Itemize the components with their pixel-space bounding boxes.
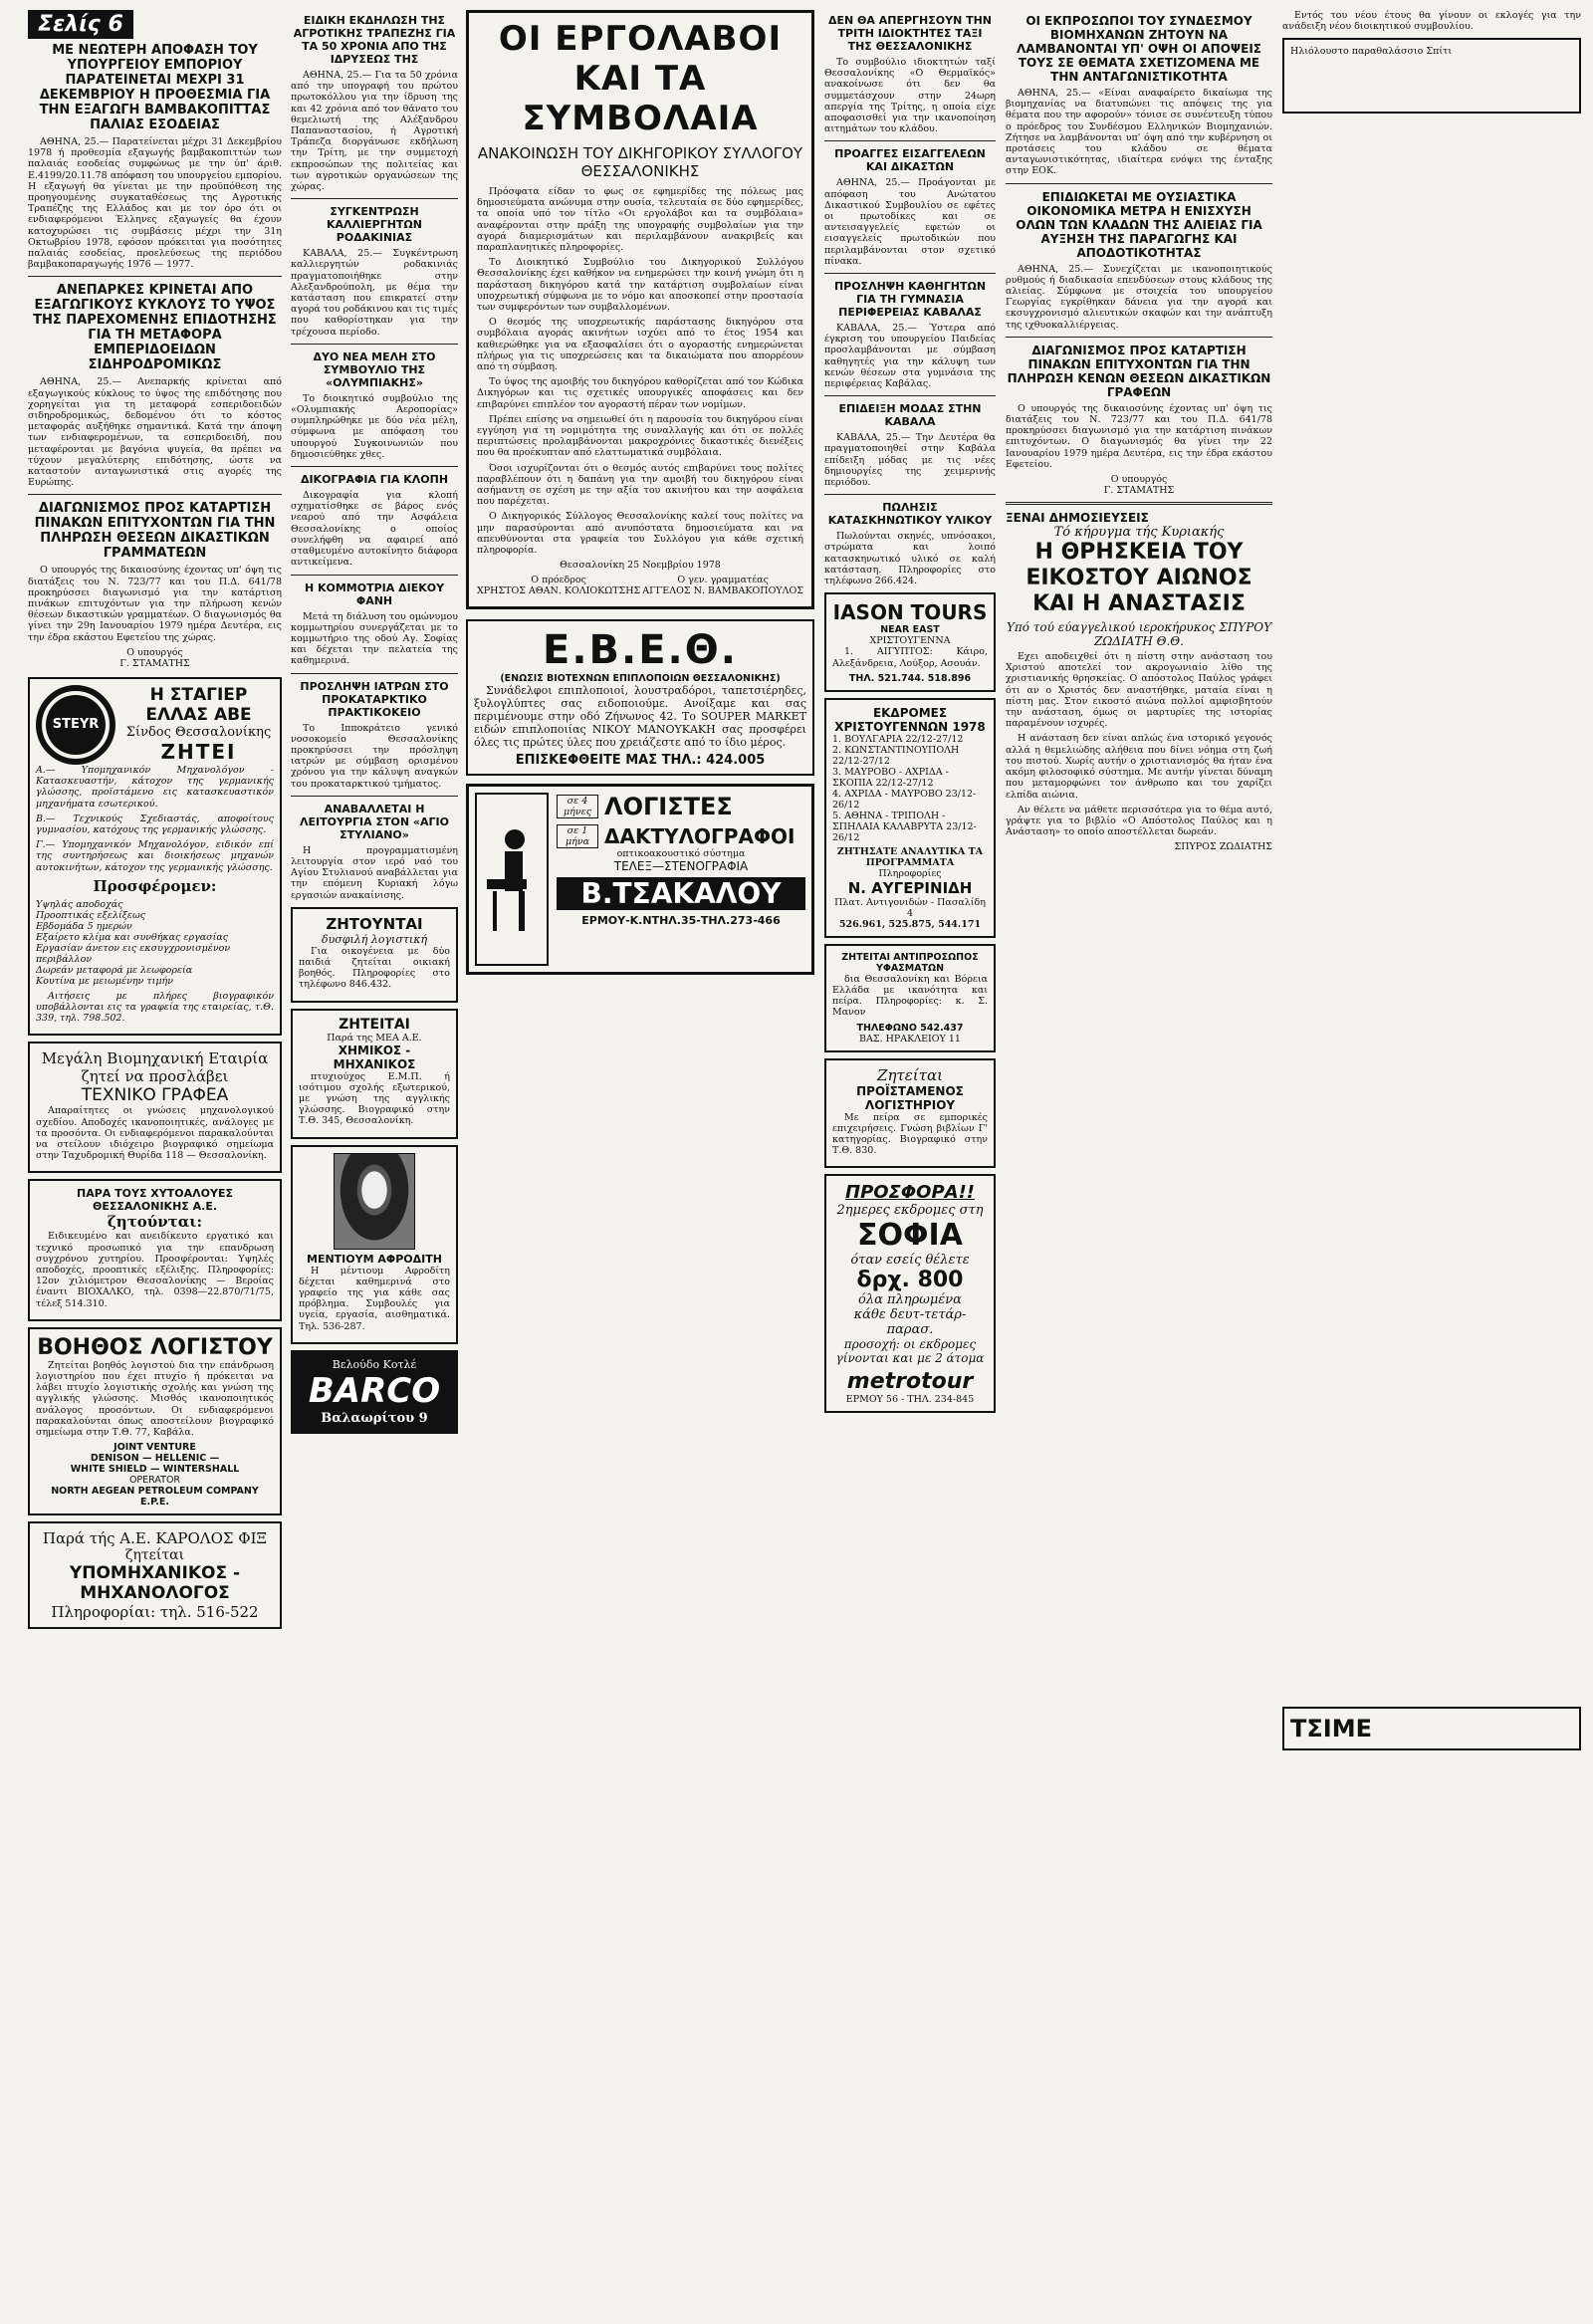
typist-icon [475,793,549,966]
column-3 [466,10,814,975]
ad-title: ΒΟΗΘΟΣ ΛΟΓΙΣΤΟΥ [37,1334,273,1360]
ad-text: ΤΣΙΜΕ [1290,1715,1372,1743]
paragraph: Η ανάσταση δεν είναι απλώς ένα ιστορικό γεγονός αλλά η θεμελιώδης αλήθεια που δίνει νόημα στη ζωή του πιστού. Χωρίς αυτήν ο χριστιανισμός θα ήταν ένα ακόμη φιλοσοφικό σύστημα. Με αυτήν γίνεται δύναμη που μεταμορφώνει τον άνθρωπο και του χαρίζει ελπίδα αιώνια. [1006,733,1272,801]
job-item-3: Γ.— Υπομηχανικόν Μηχανολόγον, ειδικόν επί της συντηρήσεως και διοικήσεως μηχανών αυτοκινήτων, κάτοχον της γερμανικής γλώσσης. [36,839,274,873]
headline-agrotiki: ΕΙΔΙΚΗ ΕΚΔΗΛΩΣΗ ΤΗΣ ΑΓΡΟΤΙΚΗΣ ΤΡΑΠΕΖΗΣ ΓΙΑ ΤΑ 50 ΧΡΟΝΙΑ ΑΠΟ ΤΗΣ ΙΔΡΥΣΕΩΣ ΤΗΣ [293,14,456,66]
headline-fishery: ΕΠΙΔΙΩΚΕΤΑΙ ΜΕ ΟΥΣΙΑΣΤΙΚΑ ΟΙΚΟΝΟΜΙΚΑ ΜΕΤΡΑ Η ΕΝΙΣΧΥΣΗ ΟΛΩΝ ΤΩΝ ΚΛΑΔΩΝ ΤΗΣ ΑΛΙΕΙΑΣ ΓΙΑ ΑΥΞΗΣΗ ΤΗΣ ΠΑΡΑΓΩΓΗΣ ΚΑΙ ΑΠΟΔΟΤΙΚΟΤΗΤΑΣ [1016,189,1262,260]
trip-item: 2. ΚΩΝΣΤΑΝΤΙΝΟΥΠΟΛΗ 22/12-27/12 [832,744,960,767]
ad-yfasmaton [824,944,996,1052]
brand-logo: metrotour [846,1369,974,1395]
ad-fragment-mid [1282,1707,1581,1750]
headline-promotions: ΠΡΟΑΓΓΕΣ ΕΙΣΑΓΓΕΛΕΩΝ ΚΑΙ ΔΙΚΑΣΤΩΝ [834,147,986,174]
headline-kommotria: Η ΚΟΜΜΟΤΡΙΑ ΔΙΕΚΟΥ ΦΑΝΗ [304,581,445,607]
article-teachers: ΚΑΒΑΛΑ, 25.— Ύστερα από έγκριση του υπουργείου Παιδείας προσλαμβάνονται με σύμβαση καθηγητές για την κάλυψη των κενών θέσεων στα γυμνάσια της περιφέρειας Καβάλας. [824,323,996,390]
course-name: ΔΑΚΤΥΛΟΓΡΑΦΟΙ [604,824,796,849]
job-item-1: Α.— Υπομηχανικόν Μηχανολόγον - Κατασκευαστήν, κάτοχον της γερμανικής γλώσσης, προϊστάμενο εις κατασκευαστικόν μηχανήματα εσωτερικού. [36,764,274,810]
trip-item: 3. ΜΑΥΡΟΒΟ - ΑΧΡΙΔΑ - ΣΚΟΠΙΑ 22/12-27/12 [832,766,949,789]
headline-iatroi: ΠΡΟΣΛΗΨΗ ΙΑΤΡΩΝ ΣΤΟ ΠΡΟΚΑΤΑΡΚΤΙΚΟ ΠΡΑΚΤΙΚΟΚΕΙΟ [300,679,449,719]
ad-fragment-top [1282,38,1581,114]
sermon-headline: Η ΘΡΗΣΚΕΙΑ ΤΟΥ ΕΙΚΟΣΤΟΥ ΑΙΩΝΟΣ ΚΑΙ Η ΑΝΑΣΤΑΣΙΣ [1025,540,1252,617]
ad-line: ζητούνται: [107,1213,203,1232]
job-item-2: Β.— Τεχνικούς Σχεδιαστάς, αποφοίτους γυμνασίου, κατόχους της γερμανικής γλώσσης. [36,813,274,835]
ad-body: Η μέντιουμ Αφροδίτη δέχεται καθημερινά στο γραφείο της για κάθε σας πρόβλημα. Συμβουλές για υγεία, εργασία, αισθηματικά. Τηλ. 536-287. [299,1265,450,1332]
trip-item: 4. ΑΧΡΙΔΑ - ΜΑΥΡΟΒΟ 23/12-26/12 [832,788,977,811]
ad-role: ΠΡΟΪΣΤΑΜΕΝΟΣ ΛΟΓΙΣΤΗΡΙΟΥ [856,1083,964,1112]
ad-evee [466,619,814,776]
article-promotions: ΑΘΗΝΑ, 25.— Προάγονται με απόφαση του Ανώτατου Δικαστικού Συμβουλίου σε εφέτες οι πρωτοδίκες και σε αντεισαγγελείς εφετών οι εισαγγελείς πρωτοδικών που περιλαμβάνονται στον σχετικό πίνακα. [824,177,996,267]
ad-sub: Παρά της ΜΕΑ Α.Ε. [327,1032,422,1044]
ad-line: Μεγάλη Βιομηχανική Εταιρία [41,1049,269,1068]
signature-role: Ο υπουργός [1110,474,1168,486]
sermon-author: ΣΠΥΡΟΣ ΖΩΔΙΑΤΗΣ [1174,841,1272,853]
ad-phone: ΤΗΛΕΦΩΝΟ 542.437 [856,1022,964,1034]
headline-court-offices: ΔΙΑΓΩΝΙΣΜΟΣ ΠΡΟΣ ΚΑΤΑΡΤΙΣΗ ΠΙΝΑΚΩΝ ΕΠΙΤΥΧΟΝΤΩΝ ΓΙΑ ΤΗΝ ΠΛΗΡΩΣΗ ΚΕΝΩΝ ΘΕΣΕΩΝ ΔΙΚΑΣΤΙΚΩΝ ΓΡΑΦΕΩΝ [1007,343,1271,399]
school-address: ΕΡΜΟΥ-Κ.ΝΤΗΛ.35-ΤΗΛ.273-466 [581,914,781,928]
ad-body: δια Θεσσαλονίκη και Βόρεια Ελλάδα με ικανότητα και πείρα. Πληροφορίες: κ. Σ. Μανον [832,973,988,1019]
paragraph: Ο Δικηγορικός Σύλλογος Θεσσαλονίκης καλεί τους πολίτες να μην παρασύρονται από ανυπόστατα δημοσιεύματα και να απευθύνονται στα γραφεία του Συλλόγου για κάθε σχετική πληροφορία. [477,511,803,557]
ad-top: ΠΡΟΣΦΟΡΑ!! [845,1182,975,1204]
ad-line: ΠΑΡΑ ΤΟΥΣ ΧΥΤΟΑΛΟΥΕΣ ΘΕΣΣΑΛΟΝΙΚΗΣ Α.Ε. [77,1187,233,1214]
paragraph: Πρέπει επίσης να σημειωθεί ότι η παρουσία του δικηγόρου είναι εγγύηση για τη νομιμότητα της συναλλαγής και ότι σε πολλές περιπτώσεις προλαμβάνονται μακροχρόνιες δικαστικές διενέξεις που θα προέκυπταν από ελαττωματικά συμβόλαια. [477,413,803,459]
signature-name: Γ. ΣΤΑΜΑΤΗΣ [1103,485,1175,497]
ad-phone: ΤΗΛ. 521.744. 518.896 [848,672,972,684]
agency-name: Ν. ΑΥΓΕΡΙΝΙΔΗ [847,878,973,897]
paragraph: Αν θέλετε να μάθετε περισσότερα για το θέμα αυτό, γράψτε για το βιβλίο «Ο Απόστολος Παύλος και η Ανάσταση» το οποίο αποστέλλεται δωρεάν. [1006,804,1272,838]
paragraph: Εχει αποδειχθεί ότι η πίστη στην ανάσταση του Χριστού αποτελεί τον ακρογωνιαίο λίθο της χριστιανικής θρησκείας. Ο απόστολος Παύλος γράφει ότι αν ο Χριστός δεν αναστήθηκε, ματαία είναι η πίστη μας. Στον εικοστό αιώνα πολλοί αμφισβητούν την ανάσταση, όμως οι μαρτυρίες της ιστορίας παραμένουν ισχυρές. [1006,651,1272,730]
lawyers-announcement [466,10,814,609]
sig-role: Ο γεν. γραμματέας [677,575,769,586]
ad-title: ΖΗΤΕΙΤΑΙ ΑΝΤΙΠΡΟΣΩΠΟΣ ΥΦΑΣΜΑΤΩΝ [841,951,979,974]
article-agrotiki: ΑΘΗΝΑ, 25.— Για τα 50 χρόνια από την υπογραφή του πρώτου πρωτοκόλλου για την ίδρυση της και 42 χρόνια από τον θάνατο του θεμελιωτή της Αλέξανδρου Παπαναστασίου, ή Αγροτική Τράπεζα διοργάνωσε εκδήλωση την Τρίτη, με την συμμετοχή εκπροσώπων της πολιτείας και των αγροτικών οργανώσεων της χώρας. [291,70,458,193]
headline-citrus-rail: ΑΝΕΠΑΡΚΕΣ ΚΡΙΝΕΤΑΙ ΑΠΟ ΕΞΑΓΩΓΙΚΟΥΣ ΚΥΚΛΟΥΣ ΤΟ ΥΨΟΣ ΤΗΣ ΠΑΡΕΧΟΜΕΝΗΣ ΕΠΙΔΟΤΗΣΗΣ ΓΙΑ ΤΗ ΜΕΤΑΦΟΡΑ ΕΜΠΕΡΙΔΟΕΙΔΩΝ ΣΙΔΗΡΟΔΡΟΜΙΚΩΣ [33,283,277,373]
announcement-date: Θεσσαλονίκη 25 Νοεμβρίου 1978 [560,560,721,572]
offer-title: Προσφέρομεν: [93,876,217,895]
steyr-logo-icon [36,685,115,765]
logo-text: STEYR [52,717,100,733]
sig-role: Ο πρόεδρος [531,575,586,586]
ad-note: όλα πληρωμένα [858,1292,962,1308]
offer-item: Κουτίνα με μειωμένην τιμήν [36,975,173,987]
ad-line: ζητεί να προσλάβει [81,1067,229,1086]
signature-role: Ο υπουργός [126,646,183,658]
zitei-label: ΖΗΤΕΙ [160,740,237,765]
ad-line: ζητείται [124,1547,185,1564]
sig-name: ΧΡΗΣΤΟΣ ΑΘΑΝ. ΚΟΛΙΟΚΩΤΣΗΣ [477,585,641,597]
brand-logo: BARCO [308,1370,441,1411]
ad-logistirio [824,1058,996,1169]
ad-iason-tours [824,592,996,691]
ad-ekdromes [824,698,996,938]
column-1 [28,10,282,1635]
company-line: WHITE SHIELD — WINTERSHALL [70,1464,240,1476]
article-leitourgia: Η προγραμματισμένη λειτουργία στον ιερό ναό του Αγίου Στυλιανού αναβάλλεται για την επόμενη Κυριακή λόγω εργασιών ανακαίνισης. [291,844,458,901]
ad-body: Ειδικευμένο και ανειδίκευτο εργατικό και τεχνικό προσωπικό για την επανδρωση συγχρόνου χυτηρίου. Προσφέρονται: Υψηλές αποδοχές, προοπτικές εξέλιξης. Πληροφορίες: 12ον χιλιόμετρον Θεσσαλονίκης — Βεροίας έναντι ΒΙΟΧΑΛΚΟ, τηλ. 0398—22.870/71/75, τέλεξ 514.310. [36,1231,274,1309]
offer-list [36,899,274,987]
headline-taxi: ΔΕΝ ΘΑ ΑΠΕΡΓΗΣΟΥΝ ΤΗΝ ΤΡΙΤΗ ΙΔΙΟΚΤΗΤΕΣ ΤΑΞΙ ΤΗΣ ΘΕΣΣΑΛΟΝΙΚΗΣ [827,14,993,53]
ad-footer: ΕΡΜΟΥ 56 - ΤΗΛ. 234-845 [845,1394,975,1406]
course-name: ΛΟΓΙΣΤΕΣ [604,793,733,821]
portrait-photo [334,1153,415,1250]
ad-role: ΧΗΜΙΚΟΣ - ΜΗΧΑΝΙΚΟΣ [333,1043,416,1071]
school-name: Β.ΤΣΑΚΑΛΟΥ [557,877,805,910]
article-rodakinia: ΚΑΒΑΛΑ, 25.— Συγκέντρωση καλλιεργητών ροδακινιάς πραγματοποιήθηκε στην Αλεξανδρούπολη, με θέμα την κατάσταση που επικρατεί στην αγορά του ροδάκινου και τις τιμές που καθορίστηκαν για την τρέχουσα περίοδο. [291,248,458,338]
ad-price: δρχ. 800 [856,1268,964,1293]
offer-item: Δωρεάν μεταφορά με λεωφορεία [36,964,193,976]
column-4 [824,10,996,1419]
ad-sub: NEAR EAST [880,624,940,636]
article-court-clerks: Ο υπουργός της δικαιοσύνης έχοντας υπ' όψη τις διατάξεις του Ν. 723/77 και του Π.Δ. 641/78 προκηρύσσει διαγωνισμό για την κατάρτιση πινάκων επιτυχόντων για την πλήρωση κενών θέσεων δικαστικών γραμματέων. Ο διαγωνισμός θα γίνει την 29η Ιανουαρίου 1979 ημέρα Δευτέρα, εις την έδρα εκάστου Εφετείου της χώρας. [28,565,282,643]
trip-item: 1. ΒΟΥΛΓΑΡΙΑ 22/12-27/12 [832,733,964,745]
offer-item: Εργασίαν άνετον εις εκσυγχρονισμένον περιβάλλον [36,942,231,965]
ad-title: Ζητείται [877,1065,943,1084]
ad-phone: Πληροφορίαι: τηλ. 516-522 [51,1603,259,1622]
ad-address: ΒΑΣ. ΗΡΑΚΛΕΙΟΥ 11 [859,1033,961,1045]
ad-boithos-logistou [28,1327,282,1515]
paragraph: Το Διοικητικό Συμβούλιο του Δικηγορικού Συλλόγου Θεσσαλονίκης έχει καθήκον να ενημερώσει την κοινή γνώμη ότι η παράσταση δικηγόρου κατά την κατάρτιση συμβολαίων είναι υποχρεωτική σύμφωνα με το νόμο και αποσκοπεί στην προστασία των συμφερόντων των συμβαλλομένων. [477,257,803,314]
sermon-byline: Υπό τού εύαγγελικού ιεροκήρυκος ΣΠΥΡΟΥ ΖΩΔΙΑΤΗ Θ.Θ. [1006,620,1272,649]
offer-item: Υψηλάς αποδοχάς [36,898,123,910]
ad-sub: (ΕΝΩΣΙΣ ΒΙΟΤΕΧΝΩΝ ΕΠΙΠΛΟΠΟΙΩΝ ΘΕΣΣΑΛΟΝΙΚΗΣ) [500,673,781,685]
ad-sofia [824,1174,996,1413]
article-court-offices: Ο υπουργός της δικαιοσύνης έχοντας υπ' όψη τις διατάξεις του Ν. 723/77 και του Π.Δ. 641/78 προκηρύσσει διαγωνισμό για την κατάρτιση πινάκων επιτυχόντων. Ο διαγωνισμός θα γίνει την 22 Ιανουαρίου 1979 ημέρα Δευτέρα, εις την έδρα εκάστου Εφετείου. [1006,402,1272,470]
ad-body: πτυχιούχος Ε.Μ.Π. ή ισότιμου σχολής εξωτερικού, με γνώση της αγγλικής γλώσσης. Βιογραφικό στην Τ.Θ. 345, Θεσσαλονίκη. [299,1070,450,1127]
column-6 [1282,10,1581,1750]
headline-leitourgia: ΑΝΑΒΑΛΛΕΤΑΙ Η ΛΕΙΤΟΥΡΓΙΑ ΣΤΟΝ «ΑΓΙΟ ΣΤΥΛΙΑΝΟ» [300,802,449,841]
ad-when: όταν εσείς θέλετε [850,1253,970,1269]
ad-xytoaloyes [28,1179,282,1320]
ad-xhmikos [291,1009,458,1139]
headline-camping: ΠΩΛΗΣΙΣ ΚΑΤΑΣΚΗΝΩΤΙΚΟΥ ΥΛΙΚΟΥ [827,501,993,528]
offer-item: Εξαίρετο κλίμα και συνθήκας εργασίας [36,931,229,943]
sermon-sub: Τό κήρυγμα τής Κυριακής [1053,525,1225,541]
ad-text: Ηλιόλουστο παραθαλάσσιο Σπίτι [1290,46,1453,58]
article-iatroi: Το Ιπποκράτειο γενικό νοσοκομείο Θεσσαλονίκης προκηρύσσει την πρόσληψη ιατρών με σύμβαση ορισμένου χρόνου για την κάλυψη αναγκών του προκαταρκτικού τμήματος. [291,722,458,790]
ad-name: ΜΕΝΤΙΟΥΜ ΑΦΡΟΔΙΤΗ [307,1252,442,1266]
article-industrialists: ΑΘΗΝΑ, 25.— «Είναι αναφαίρετο δικαίωμα της βιομηχανίας να διατυπώνει τις απόψεις της για θέματα που την αφορούν» τόνισε σε συνέντευξη τύπου ο πρόεδρος του Συνδέσμου Ελληνικών Βιομηχανιών. Ζήτησε να λαμβάνονται υπ' όψη από την κυβέρνηση οι προτάσεις του κλάδου σε θέματα ανταγωνιστικότητας, ιδιαίτερα ενόψει της ένταξης στην ΕΟΚ. [1006,88,1272,177]
agency-phone: 526.961, 525.875, 544.171 [838,918,982,930]
ad-title: IASON TOURS [832,600,988,625]
banner-headline: ΟΙ ΕΡΓΟΛΑΒΟΙ ΚΑΙ ΤΑ ΣΥΜΒΟΛΑΙΑ [498,19,783,138]
company-line: JOINT VENTURE [114,1442,196,1454]
company-name: Η ΣΤΑΓΙΕΡ ΕΛΛΑΣ ΑΒΕ [145,685,252,726]
course-duration: σε 1 μήνα [557,824,598,848]
ad-body: Για οικογένεια με δύο παιδιά ζητείται οικιακή βοηθός. Πληροφορίες στο τηλέφωνο 846.432. [299,945,450,991]
ad-att: προσοχή: οι εκδρομες γίνονται και με 2 άτομα [835,1337,985,1366]
ad-address: Βαλαωρίτου 9 [321,1410,428,1426]
headline-olympiaki: ΔΥΟ ΝΕΑ ΜΕΛΗ ΣΤΟ ΣΥΜΒΟΥΛΙΟ ΤΗΣ «ΟΛΥΜΠΙΑΚΗΣ» [313,349,436,389]
ad-phone: ΕΠΙΣΚΕΦΘΕΙΤΕ ΜΑΣ ΤΗΛ.: 424.005 [515,753,766,769]
ad-role: ΥΠΟΜΗΧΑΝΙΚΟΣ - ΜΗΧΑΝΟΛΟΓΟΣ [69,1563,241,1604]
company-line: NORTH AEGEAN PETROLEUM COMPANY E.P.E. [51,1486,259,1509]
headline-court-clerks: ΔΙΑΓΩΝΙΣΜΟΣ ΠΡΟΣ ΚΑΤΑΡΤΙΣΗ ΠΙΝΑΚΩΝ ΕΠΙΤΥΧΟΝΤΩΝ ΓΙΑ ΤΗΝ ΠΛΗΡΩΣΗ ΘΕΣΕΩΝ ΔΙΚΑΣΤΙΚΩΝ ΓΡΑΜΜΑΤΕΩΝ [34,501,276,562]
ad-body: Απαραίτητες οι γνώσεις μηχανολογικού σχεδίου. Αποδοχές ικανοποιητικές, ανάλογες με τα προσόντα. Οι ενδιαφερόμενοι παρακαλούνται να στείλουν ιδιόχειρο βιογραφικό σημείωμα στην Ταχυδρομική Θυρίδα 118 — Θεσσαλονίκη. [36,1105,274,1162]
ad-mention [291,1145,458,1344]
ad-body: 1. ΑΙΓΥΠΤΟΣ: Κάιρο, Αλεξάνδρεια, Λούξορ, Ασουάν. [832,646,988,669]
article-fishery: ΑΘΗΝΑ, 25.— Συνεχίζεται με ικανοποιητικούς ρυθμούς ή διαδικασία επενδύσεων στους κλάδους της αλιείας. Σύμφωνα με στοιχεία του υπουργείου Γεωργίας εγκρίθηκαν δάνεια για την αγορά και εκσυγχρονισμό αλιευτικών σκαφών και την ανάπτυξη της ιχθυοκαλλιέργειας. [1006,263,1272,331]
article-fragment: Εντός του νέου έτους θα γίνουν οι εκλογές για την ανάδειξη νέου διοικητικού συμβουλίου. [1282,10,1581,33]
paragraph: Το ύψος της αμοιβής του δικηγόρου καθορίζεται από τον Κώδικα Δικηγόρων και τις σχετικές υπουργικές αποφάσεις και δεν επιβαρύνει επιπλέον τον αγοραστή πέραν των νομίμων. [477,376,803,410]
ad-title: ΖΗΤΕΙΤΑΙ [339,1016,410,1033]
section-label: Σελίς 6 [38,12,123,37]
ad-body: Συνάδελφοι επιπλοποιοί, λουστραδόροι, ταπετσιέρηδες, ξυλογλύπτες σας ειδοποιούμε. Ανοίξαμε και σας περιμένουμε στην οδό Ζήνωνος 42. Το SOUPER MARKET ειδών επιπλοποιίας ΝΙΚΟΥ ΜΑΝΟΥΚΑΚΗ σας προσφέρει όλες τις πρώτες ύλες που χρειάζεστε από το ίδιο μέρος. [474,684,806,750]
announcement-sub: ΑΝΑΚΟΙΝΩΣΗ ΤΟΥ ΔΙΚΗΓΟΡΙΚΟΥ ΣΥΛΛΟΓΟΥ ΘΕΣΣΑΛΟΝΙΚΗΣ [477,144,803,180]
ad-sub: δυσφιλή λογιστική [321,932,428,946]
company-line: DENISON — HELLENIC — [90,1453,220,1465]
offer-item: Προοπτικάς εξελίξεως [36,909,146,921]
ad-note: ΖΗΤΗΣΑΤΕ ΑΝΑΛΥΤΙΚΑ ΤΑ ΠΡΟΓΡΑΜΜΑΤΑ [836,845,984,868]
article-export-cotton: ΑΘΗΝΑ, 25.— Παρατείνεται μέχρι 31 Δεκεμβρίου 1978 ή προθεσμία εξαγωγής βαμβακοπιττών των παλαιάς εσοδείας συμφώνως με την ύπ' άριθ. Ε.4199/20.11.78 απόφαση του υπουργείου εμπορίου. Η εξαγωγή θα γίνεται με την προϋπόθεση της προηγουμένης συγκαταθέσεως της Αγροτικής Τραπέζης της Ελλάδος και με τον όρο ότι οι ενδιαφερόμενοι Έλληνες εξαγωγείς θα έχουν κατοχυρώσει τις συμβάσεις μέχρι την 31η Οκτωβρίου 1978, εφόσον πρόκειται για ποσότητες παλαιάς εσοδείας, προελεύσεως της περιόδου βαμβακοπαραγωγής 1976 — 1977. [28,136,282,271]
section-badge [28,10,133,39]
article-fashion: ΚΑΒΑΛΑ, 25.— Την Δευτέρα θα πραγματοποιηθεί στην Καβάλα επίδειξη μόδας με τις νέες δημιουργίες της χειμερινής περιόδου. [824,432,996,489]
article-klopi: Δικογραφία για κλοπή σχηματίσθηκε σε βάρος ενός νεαρού από την Ασφάλεια Θεσσαλονίκης ο οποίος συνελήφθη να αφαιρεί από σταθμευμένο αυτοκίνητο διάφορα αντικείμενα. [291,490,458,569]
course-duration: σε 4 μήνες [557,795,598,818]
paragraph: Πρόσφατα είδαν το φως σε εφημερίδες της πόλεως μας δημοσιεύματα ανώνυμα στην ουσία, τελευταία σε δύο εφημερίδες, τα οποία υπό τον τίτλο «Οι εργολάβοι και τα συμβόλαια» αναφέρονται στην πράξη της υπογραφής συμβολαίων για την αγορά διαμερισμάτων και περιλαμβάνουν ανακριβείς και παραπλανητικές πληροφορίες. [477,186,803,254]
headline-fashion: ΕΠΙΔΕΙΞΗ ΜΟΔΑΣ ΣΤΗΝ ΚΑΒΑΛΑ [838,402,982,429]
ad-steno: ΤΕΛΕΞ—ΣΤΕΝΟΓΡΑΦΙΑ [613,859,749,874]
ad-tsakalou [466,784,814,975]
paragraph: Όσοι ισχυρίζονται ότι ο θεσμός αυτός επιβαρύνει τους πολίτες παραβλέπουν ότι η δαπάνη για την αμοιβή του δικηγόρου είναι ασήμαντη σε σχέση με την αξία του ακινήτου και την ασφάλεια που παρέχεται. [477,462,803,508]
ad-line: Παρά τής Α.Ε. ΚΑΡΟΛΟΣ ΦΙΞ [42,1529,268,1548]
ad-dest: ΧΡΙΣΤΟΥΓΕΝΝΑ [869,635,951,647]
headline-export-cotton: ΜΕ ΝΕΩΤΕΡΗ ΑΠΟΦΑΣΗ ΤΟΥ ΥΠΟΥΡΓΕΙΟΥ ΕΜΠΟΡΙΟΥ ΠΑΡΑΤΕΙΝΕΤΑΙ ΜΕΧΡΙ 31 ΔΕΚΕΜΒΡΙΟΥ Η ΠΡΟΘΕΣΜΙΑ ΓΙΑ ΤΗΝ ΕΞΑΓΩΓΗ ΒΑΜΒΑΚΟΠΙΤΤΑΣ ΠΑΛΙΑΣ ΕΣΟΔΕΙΑΣ [39,43,271,132]
ad-zitountai [291,907,458,1003]
trip-item: 5. ΑΘΗΝΑ - ΤΡΙΠΟΛΗ - ΣΠΗΛΑΙΑ ΚΑΛΑΒΡΥΤΑ 23/12-26/12 [832,810,977,843]
offer-item: Εβδομάδα 5 ημερών [36,920,132,932]
ad-body: Με πείρα σε εμπορικές επιχειρήσεις. Γνώση βιβλίων Γ' κατηγορίας. Βιογραφικό στην Τ.Θ. 830. [832,1111,988,1157]
ad-role: ΤΕΧΝΙΚΟ ΓΡΑΦΕΑ [81,1085,229,1106]
paragraph: Ο θεσμός της υποχρεωτικής παράστασης δικηγόρου στα συμβόλαια αγοράς ακινήτων ισχύει από το έτος 1954 και καθιερώθηκε για να εξασφαλίσει ότι ο αγοραστής ενημερώνεται πλήρως για τις υποχρεώσεις και τα δικαιώματα που απορρέουν από τη σύμβαση. [477,317,803,373]
column-2 [291,10,458,1434]
ad-title: Ε.Β.Ε.Θ. [543,627,738,674]
signatures [477,575,803,596]
article-camping: Πωλούνται σκηνές, υπνόσακοι, στρώματα και λοιπό κατασκηνωτικό υλικό σε καλή κατάσταση. Πληροφορίες στο τηλέφωνο 266.424. [824,531,996,587]
column-5 [1006,10,1272,852]
ad-stager [28,677,282,1036]
company-location: Σίνδος Θεσσαλονίκης [125,725,272,741]
ad-system: οπτικοακουστικό σύστημα [616,848,746,860]
article-olympiaki: Το διοικητικό συμβούλιο της «Ολυμπιακής Αεροπορίας» συμπληρώθηκε με δύο νέα μέλη, σύμφωνα με απόφαση του υπουργού Συγκοινωνιών που δημοσιεύθηκε χθες. [291,392,458,460]
stager-footer: Αιτήσεις με πλήρες βιογραφικόν υποβάλλονται εις τα γραφεία της εταιρείας, τ.Θ. 339, τηλ. 798.502. [36,990,274,1025]
headline-industrialists: ΟΙ ΕΚΠΡΟΣΩΠΟΙ ΤΟΥ ΣΥΝΔΕΣΜΟΥ ΒΙΟΜΗΧΑΝΩΝ ΖΗΤΟΥΝ ΝΑ ΛΑΜΒΑΝΟΝΤΑΙ ΥΠ' ΟΨΗ ΟΙ ΑΠΟΨΕΙΣ ΤΟΥΣ ΣΕ ΘΕΜΑΤΑ ΣΧΕΤΙΖΟΜΕΝΑ ΜΕ ΤΗΝ ΑΝΤΑΓΩΝΙΣΤΙΚΟΤΗΤΑ [1017,14,1261,84]
agency-address: Πλατ. Αντιγονιδών - Πασαλίδη 4 [834,896,986,919]
article-taxi: Το συμβούλιο ιδιοκτητών ταξί Θεσσαλονίκης «Ο Θερμαϊκός» ανακοίνωσε ότι δεν θα συμμετάσχουν στην 24ωρη απεργία της Τρίτης, η οποία είχε αποφασισθεί για την ικανοποίηση αιτημάτων του κλάδου. [824,57,996,135]
company-line: OPERATOR [128,1475,181,1487]
article-kommotria: Μετά τη διάλυση του ομώνυμου κομμωτηρίου συνεργάζεται με το κομμωτήριο της οδού Αγ. Σοφίας και δέχεται την πελατεία της καθημερινά. [291,610,458,667]
headline-rodakinia: ΣΥΓΚΕΝΤΡΩΣΗ ΚΑΛΛΙΕΡΓΗΤΩΝ ΡΟΔΑΚΙΝΙΑΣ [326,205,422,245]
article-citrus-rail: ΑΘΗΝΑ, 25.— Ανεπαρκής κρίνεται από εξαγωγικούς κύκλους το ύψος της επιδότησης που χορηγείται για τη μεταφορά εσπεριδοειδών σιδηροδρομικώς, δεδομένου ότι το κόστος μεταφοράς αυξήθηκε σημαντικά. Κατά την άποψη των ενδιαφερομένων, τα εσπεριδοειδή, που μεταφέρονται με βαγόνια ψυγεία, θα πρέπει να τύχουν μεγαλύτερης επιδότησης, ώστε να καταστούν ανταγωνιστικά στις αγορές της Ευρώπης. [28,376,282,489]
headline-teachers: ΠΡΟΣΛΗΨΗ ΚΑΘΗΓΗΤΩΝ ΓΙΑ ΤΗ ΓΥΜΝΑΣΙΑ ΠΕΡΙΦΕΡΕΙΑΣ ΚΑΒΑΛΑΣ [833,280,987,320]
signature-name: Γ. ΣΤΑΜΑΤΗΣ [119,657,190,669]
ad-top: Βελούδο Κοτλέ [332,1357,417,1371]
ad-tekniko-grafea [28,1042,282,1173]
ad-barco [291,1350,458,1434]
sig-name: ΑΓΓΕΛΟΣ Ν. ΒΑΜΒΑΚΟΠΟΥΛΟΣ [642,585,803,597]
ad-karolos-fix [28,1521,282,1629]
ad-title: ΖΗΤΟΥΝΤΑΙ [326,914,423,933]
ad-title: ΕΚΔΡΟΜΕΣ ΧΡΙΣΤΟΥΓΕΝΝΩΝ 1978 [834,705,986,734]
ad-dest: ΣΟΦΙΑ [857,1218,963,1254]
ad-top: Πληροφορίες [878,867,942,879]
headline-klopi: ΔΙΚΟΓΡΑΦΙΑ ΓΙΑ ΚΛΟΠΗ [300,473,449,487]
ad-days: κάθε δευτ-τετάρ-παρασ. [853,1307,967,1338]
ad-body: Ζητείται βοηθός λογιστού δια την επάνδρωση λογιστηρίου που έχει πτυχίο ή πρόκειται να λάβει πτυχίο λογιστικής σχολής και γνώση της αγγλικής γλώσσης. Μισθός ικανοποιητικός ανάλογος προσόντων. Οι ενδιαφερόμενοι παρακαλούνται όπως αποστείλουν βιογραφικό σημείωμα στην Τ.Θ. 77, Καβάλα. [36,1359,274,1438]
kicker: ΞΕΝΑΙ ΔΗΜΟΣΙΕΥΣΕΙΣ [1006,511,1149,526]
ad-sub: 2ημερες εκδρομες στη [836,1203,984,1219]
